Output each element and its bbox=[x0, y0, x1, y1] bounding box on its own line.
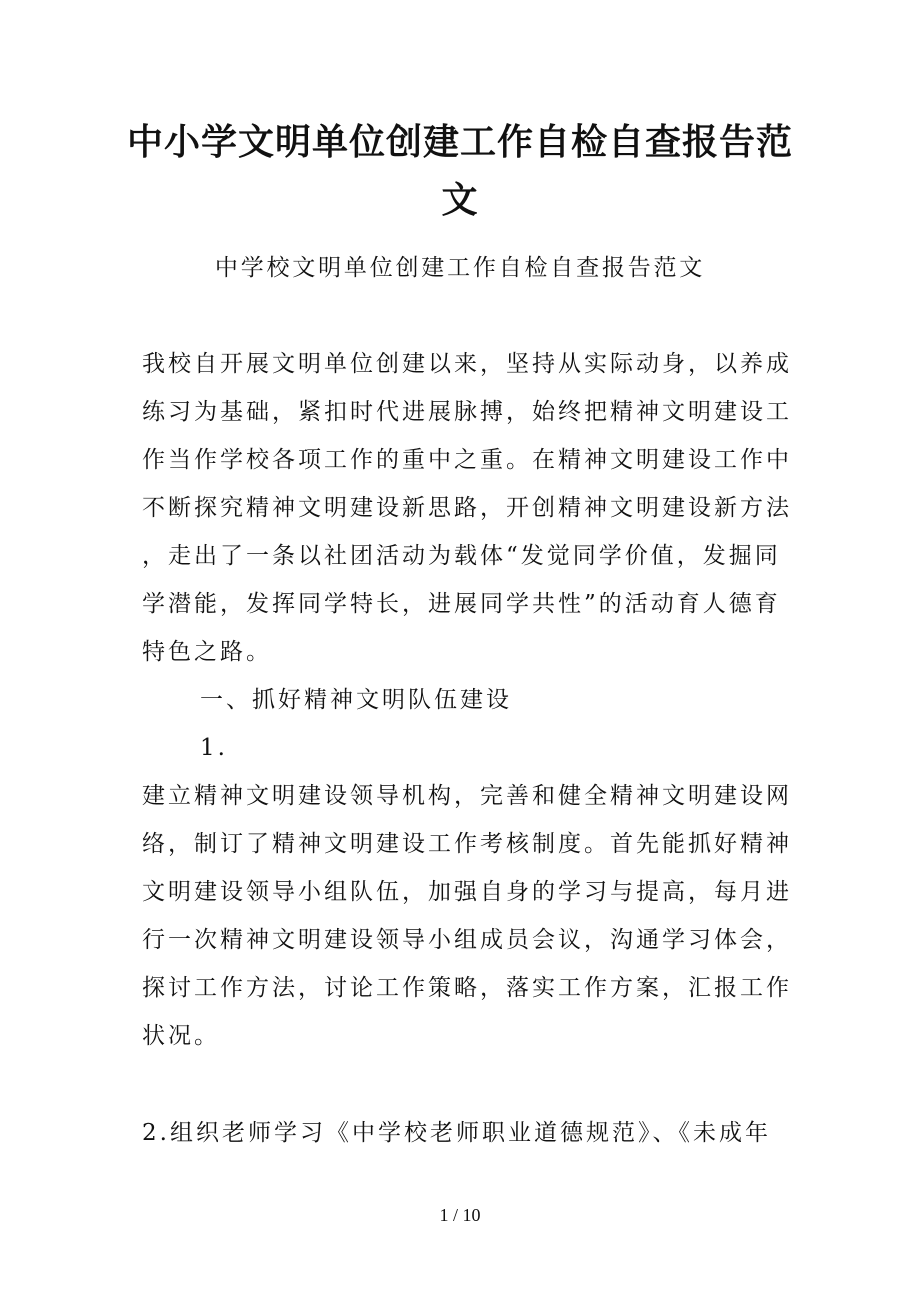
paragraph-line: 状况。 bbox=[142, 1023, 220, 1049]
paragraph-line: ，走出了一条以社团活动为载体“发觉同学价值，发掘同 bbox=[142, 543, 781, 569]
paragraph-line: 络，制订了精神文明建设工作考核制度。首先能抓好精神 bbox=[142, 831, 792, 857]
item-number: 1. bbox=[200, 735, 228, 761]
document-subtitle: 中学校文明单位创建工作自检自查报告范文 bbox=[214, 255, 706, 281]
document-title-line-2: 文 bbox=[441, 180, 479, 221]
page-indicator: 1 / 10 bbox=[439, 1205, 481, 1225]
paragraph-line: 学潜能，发挥同学特长，进展同学共性”的活动育人德育 bbox=[142, 591, 781, 617]
paragraph-line: 作当作学校各项工作的重中之重。在精神文明建设工作中 bbox=[142, 447, 792, 473]
paragraph-line: 特色之路。 bbox=[142, 639, 272, 665]
paragraph-line: 探讨工作方法，讨论工作策略，落实工作方案，汇报工作 bbox=[142, 975, 792, 1001]
paragraph-line: 2.组织老师学习《中学校老师职业道德规范》、《未成年 bbox=[142, 1120, 771, 1146]
document-title-line-1: 中小学文明单位创建工作自检自查报告范 bbox=[126, 122, 793, 163]
paragraph-line: 行一次精神文明建设领导小组成员会议，沟通学习体会， bbox=[142, 927, 792, 953]
paragraph-line: 文明建设领导小组队伍，加强自身的学习与提高，每月进 bbox=[142, 879, 792, 905]
paragraph-line: 练习为基础，紧扣时代进展脉搏，始终把精神文明建设工 bbox=[142, 399, 792, 425]
paragraph-line: 建立精神文明建设领导机构，完善和健全精神文明建设网 bbox=[142, 783, 792, 809]
paragraph-line: 我校自开展文明单位创建以来，坚持从实际动身，以养成 bbox=[142, 351, 792, 377]
paragraph-line: 不断探究精神文明建设新思路，开创精神文明建设新方法 bbox=[142, 495, 792, 521]
section-heading: 一、抓好精神文明队伍建设 bbox=[200, 687, 512, 713]
